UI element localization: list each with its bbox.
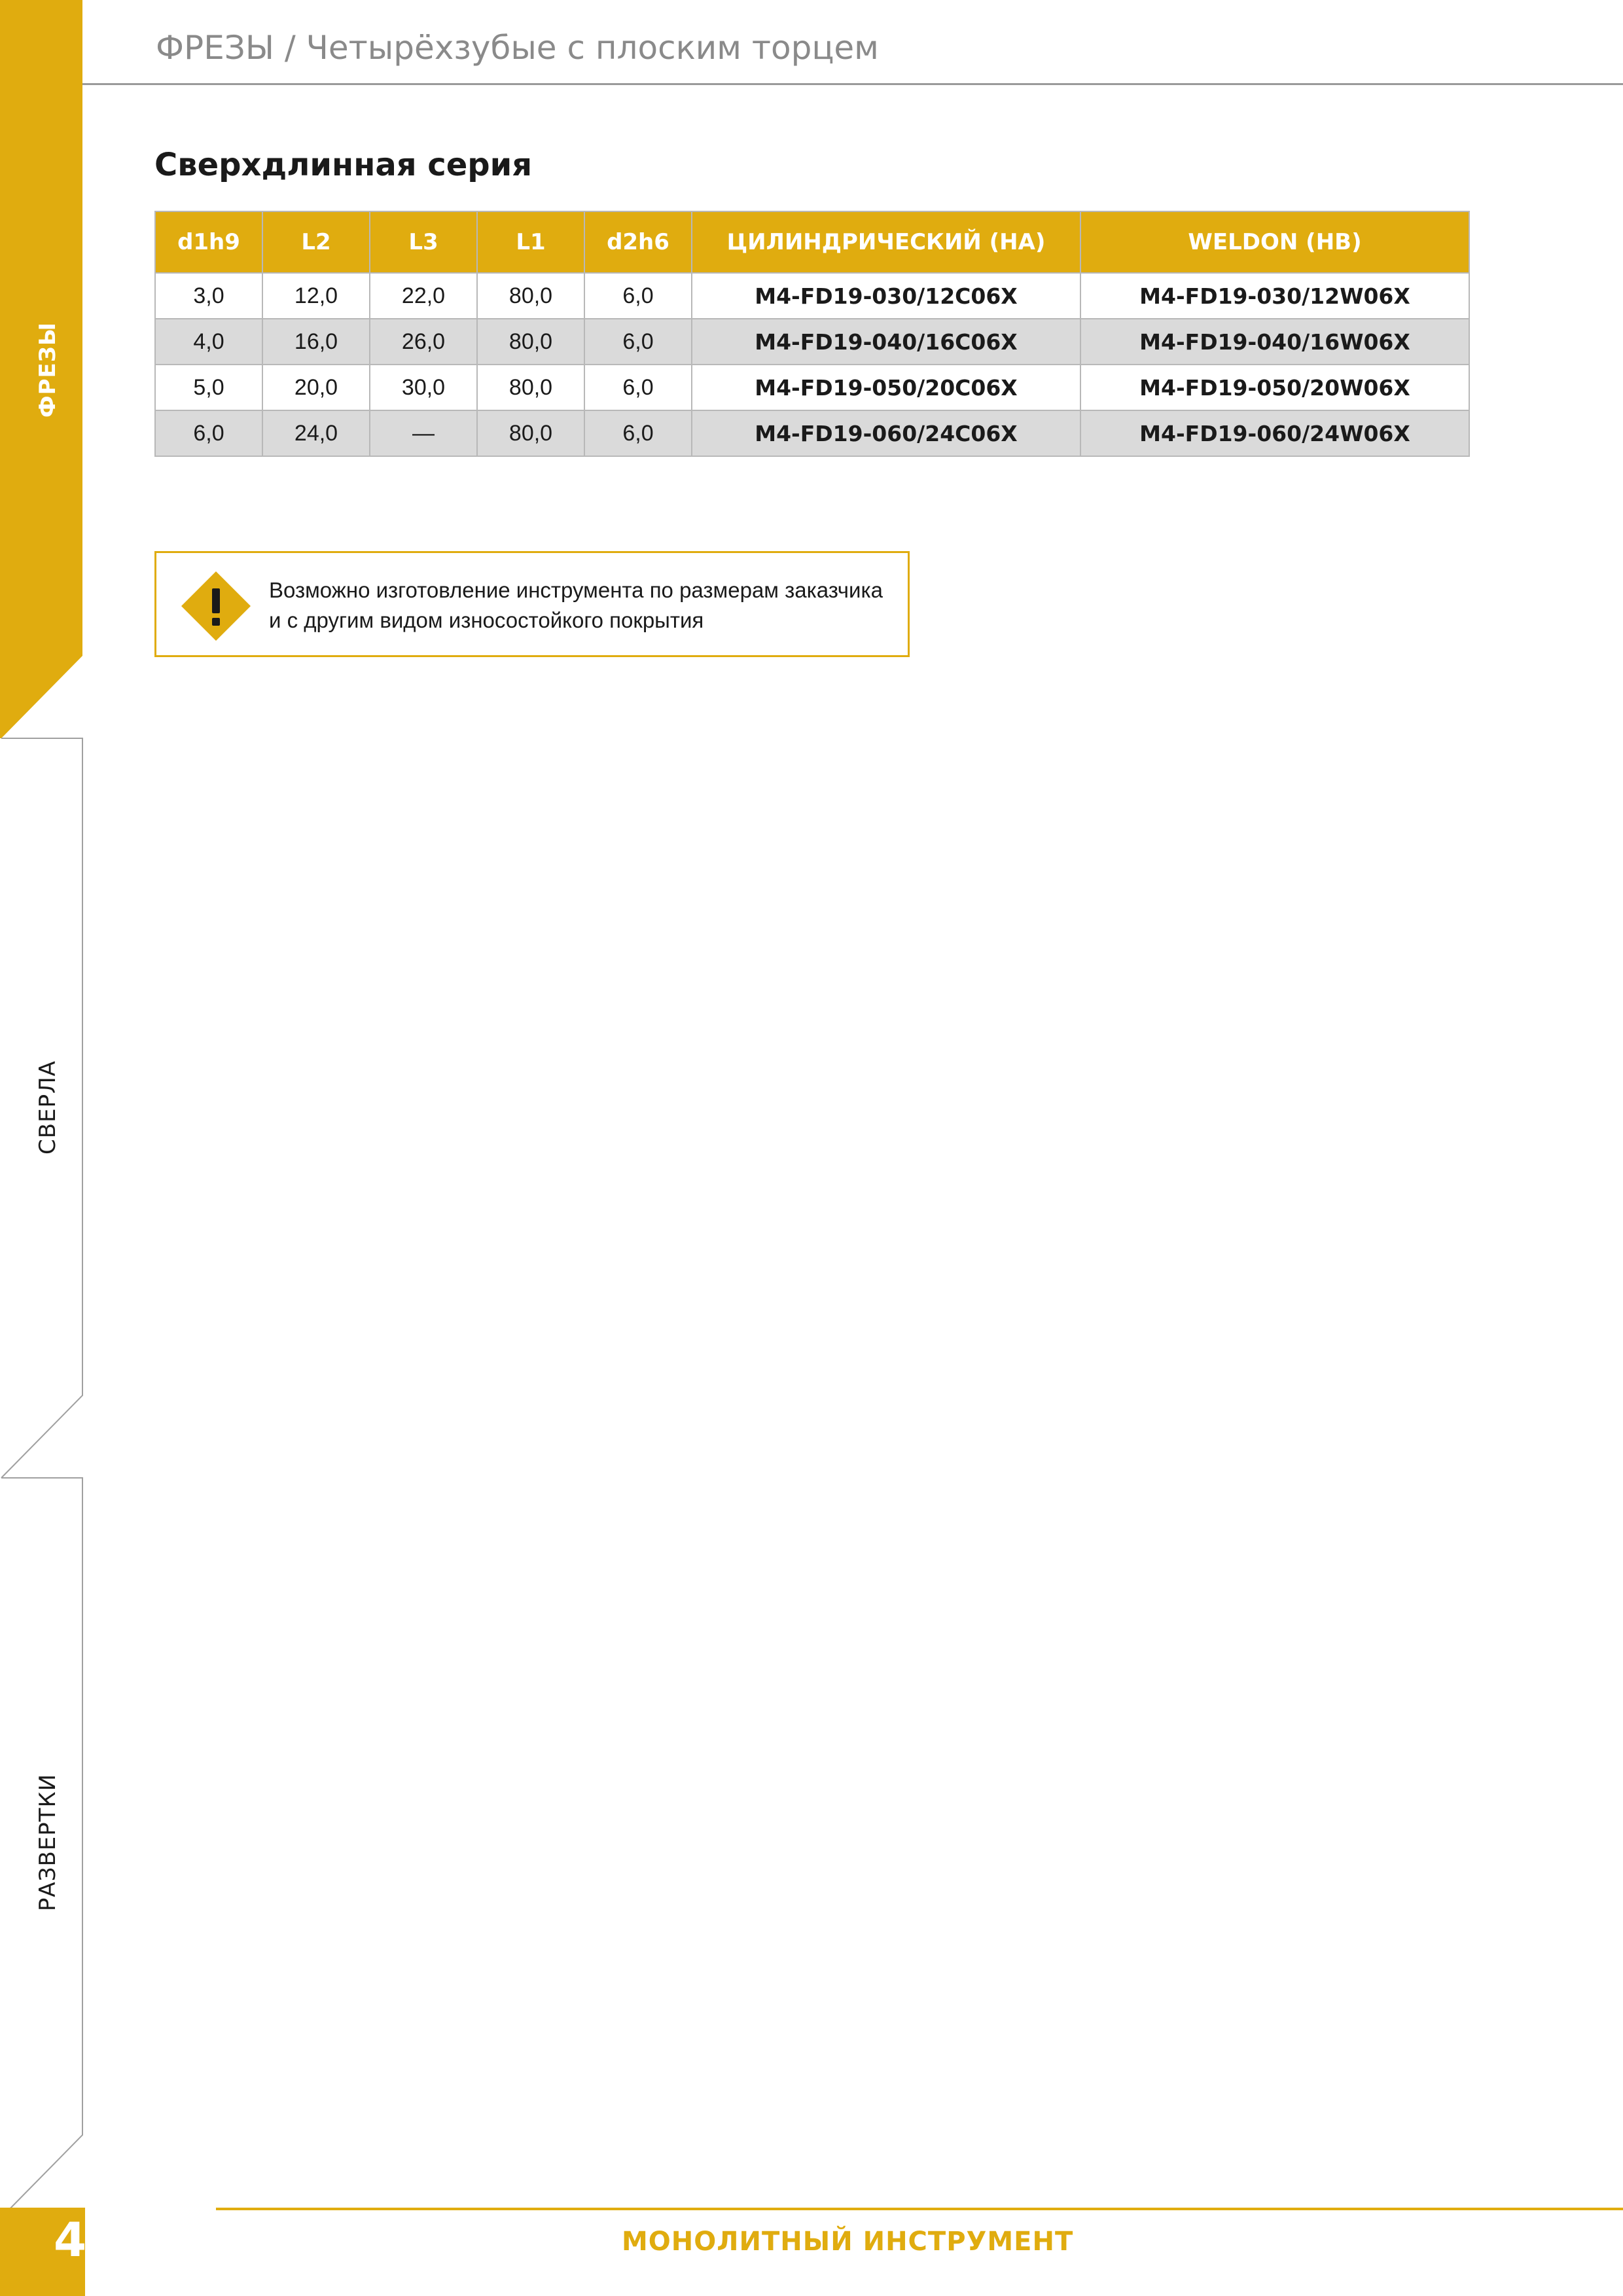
table-cell: 3,0 <box>155 273 262 319</box>
table-row <box>155 273 1469 319</box>
footer-divider <box>216 2208 1623 2210</box>
product-code-cell: M4-FD19-050/20C06X <box>692 365 1080 410</box>
table-cell: — <box>370 410 477 456</box>
note-text <box>269 575 883 636</box>
table-cell: 80,0 <box>477 319 584 365</box>
table-cell: 22,0 <box>370 273 477 319</box>
column-header-l2: L2 <box>262 211 370 273</box>
product-code-cell: M4-FD19-030/12C06X <box>692 273 1080 319</box>
table-cell: 80,0 <box>477 365 584 410</box>
table-cell: 24,0 <box>262 410 370 456</box>
table-row <box>155 410 1469 456</box>
page-header-title: ФРЕЗЫ / Четырёхзубые с плоским торцем <box>156 29 879 67</box>
table-cell: 26,0 <box>370 319 477 365</box>
table-cell: 4,0 <box>155 319 262 365</box>
tab-razvertki[interactable]: РАЗВЕРТКИ <box>35 1773 61 1912</box>
column-header-d1h9: d1h9 <box>155 211 262 273</box>
table-header-row <box>155 211 1469 273</box>
column-header-weldon: WELDON (HB) <box>1080 211 1469 273</box>
product-code-cell: M4-FD19-030/12W06X <box>1080 273 1469 319</box>
page-number: 48 <box>54 2212 120 2267</box>
table-cell: 80,0 <box>477 273 584 319</box>
table-row <box>155 365 1469 410</box>
table-cell: 6,0 <box>584 319 692 365</box>
column-header-l1: L1 <box>477 211 584 273</box>
header-divider <box>82 83 1623 85</box>
table-cell: 6,0 <box>584 273 692 319</box>
product-code-cell: M4-FD19-060/24W06X <box>1080 410 1469 456</box>
product-code-cell: M4-FD19-040/16W06X <box>1080 319 1469 365</box>
tab-frezy[interactable]: ФРЕЗЫ <box>35 321 61 418</box>
column-header-l3: L3 <box>370 211 477 273</box>
footer-brand: МОНОЛИТНЫЙ ИНСТРУМЕНТ <box>622 2227 1074 2257</box>
note-line: Возможно изготовление инструмента по размерам заказчика <box>269 578 883 602</box>
spec-table <box>154 211 1470 457</box>
table-cell: 6,0 <box>584 365 692 410</box>
table-cell: 80,0 <box>477 410 584 456</box>
note-box <box>154 551 910 657</box>
product-code-cell: M4-FD19-040/16C06X <box>692 319 1080 365</box>
table-cell: 6,0 <box>584 410 692 456</box>
tab-sverla[interactable]: СВЕРЛА <box>35 1060 61 1155</box>
table-cell: 6,0 <box>155 410 262 456</box>
table-cell: 12,0 <box>262 273 370 319</box>
table-cell: 5,0 <box>155 365 262 410</box>
product-code-cell: M4-FD19-050/20W06X <box>1080 365 1469 410</box>
column-header-d2h6: d2h6 <box>584 211 692 273</box>
exclamation-warning-icon <box>180 570 252 642</box>
table-row <box>155 319 1469 365</box>
table-cell: 30,0 <box>370 365 477 410</box>
table-cell: 16,0 <box>262 319 370 365</box>
note-line: и с другим видом износостойкого покрытия <box>269 608 704 632</box>
section-title: Сверхдлинная серия <box>154 147 533 183</box>
product-code-cell: M4-FD19-060/24C06X <box>692 410 1080 456</box>
column-header-cylindrical: ЦИЛИНДРИЧЕСКИЙ (HA) <box>692 211 1080 273</box>
table-cell: 20,0 <box>262 365 370 410</box>
